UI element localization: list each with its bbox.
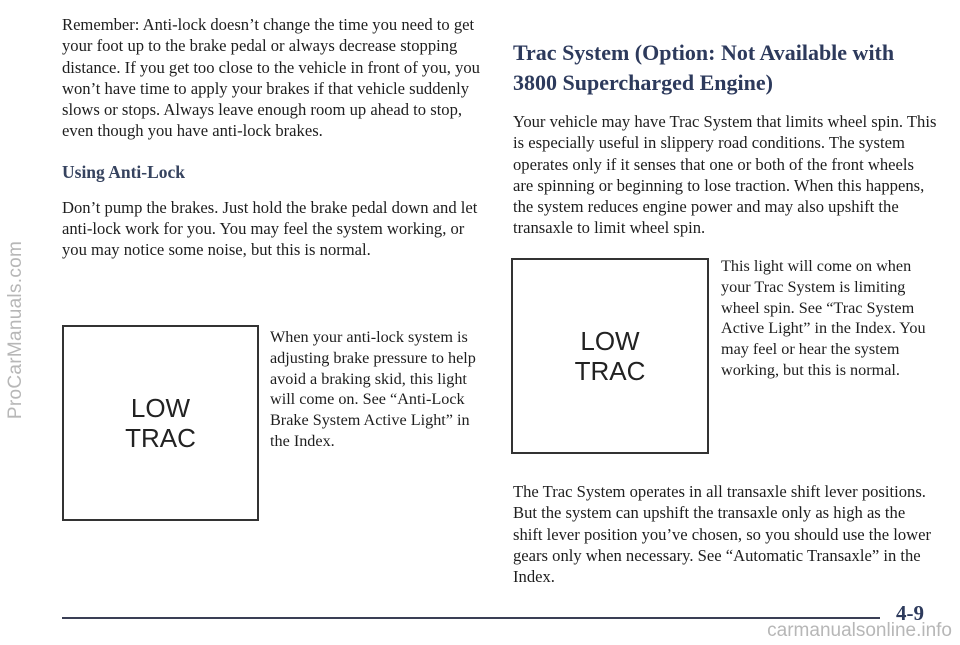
indicator-line1: LOW xyxy=(580,326,640,356)
left-column xyxy=(62,14,482,261)
low-trac-indicator-right xyxy=(511,258,709,454)
low-trac-indicator-left xyxy=(62,325,259,521)
indicator-line2: TRAC xyxy=(574,356,646,386)
page-number: 4-9 xyxy=(896,601,924,625)
trac-system-heading: Trac System (Option: Not Available with 3800 Supercharged Engine) xyxy=(513,40,895,95)
using-anti-lock-heading: Using Anti-Lock xyxy=(62,161,186,182)
trac-operation-paragraph: The Trac System operates in all transaxle shift lever positions. But the system can upshift the transaxle only as high as the shift lever position you’ve chosen, so you should use the lower gears only when necessary. See “Automatic Transaxle” in the Index. xyxy=(513,482,932,587)
using-anti-lock-paragraph: Don’t pump the brakes. Just hold the brake pedal down and let anti-lock work for you. You may feel the system working, or you may notice some noise, but this is normal. xyxy=(62,197,478,260)
trac-light-caption: This light will come on when your Trac System is limiting wheel spin. See “Trac System Active Light” in the Index. You may feel or hear the system working, but this is normal. xyxy=(721,257,926,379)
watermark-bottom: carmanualsonline.info xyxy=(767,620,952,641)
anti-lock-light-caption: When your anti-lock system is adjusting brake pressure to help avoid a braking skid, this light will come on. See “Anti-Lock Brake System Active Light” in the Index. xyxy=(270,328,476,450)
page-footer-rule xyxy=(62,617,880,619)
watermark-left-text: ProCarManuals.com xyxy=(5,240,26,420)
anti-lock-reminder-paragraph: Remember: Anti-lock doesn’t change the time you need to get your foot up to the brake pedal or always decrease stopping distance. If you get too close to the vehicle in front of you, you won’t have time to apply your brakes if that vehicle suddenly slows or stops. Always leave enough room up ahead to stop, even though you have anti-lock brakes. xyxy=(62,15,480,141)
trac-system-intro-paragraph: Your vehicle may have Trac System that limits wheel spin. This is especially useful in slippery road conditions. The system operates only if it senses that one or both of the front wheels are spinning or beginning to lose traction. When this happens, the system reduces engine power and may also upshift the transaxle to limit wheel spin. xyxy=(513,112,937,238)
indicator-line1: LOW xyxy=(130,393,191,423)
right-column xyxy=(513,38,938,239)
watermark-left xyxy=(4,120,28,540)
indicator-line2: TRAC xyxy=(125,423,196,453)
